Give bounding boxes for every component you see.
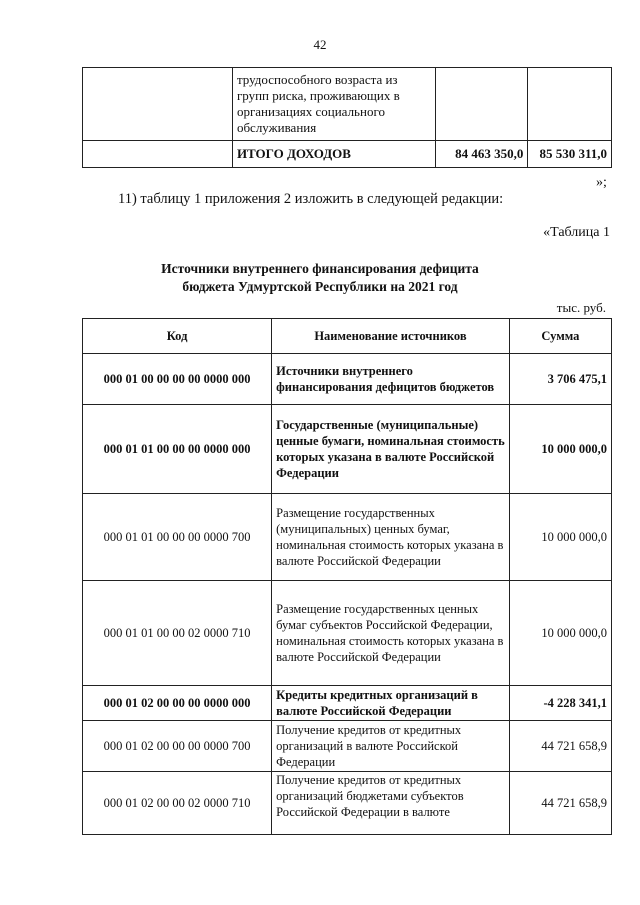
name-cell: трудоспособного возраста из групп риска, проживающих в организациях социального обслуживания — [232, 68, 435, 141]
table-title — [0, 260, 640, 296]
name-cell: Получение кредитов от кредитных организаций бюджетами субъектов Российской Федерации в валюте — [272, 772, 510, 835]
name-cell: Государственные (муниципальные) ценные бумаги, номинальная стоимость которых указана в валюте Российской Федерации — [272, 405, 510, 494]
table-row — [83, 581, 612, 686]
sum-cell: 3 706 475,1 — [509, 354, 611, 405]
name-cell: Источники внутреннего финансирования дефицитов бюджетов — [272, 354, 510, 405]
financing-sources-table — [82, 318, 612, 835]
sum-cell: 10 000 000,0 — [509, 405, 611, 494]
total-2020-value: 84 463 350,0 — [436, 141, 528, 168]
code-cell: 000 01 00 00 00 00 0000 000 — [83, 354, 272, 405]
table-row — [83, 772, 612, 835]
code-cell: 000 01 02 00 00 02 0000 710 — [83, 772, 272, 835]
table-label: «Таблица 1 — [543, 225, 610, 240]
total-2021-value: 85 530 311,0 — [528, 141, 612, 168]
table-row — [83, 354, 612, 405]
table-row — [83, 686, 612, 721]
units-label: тыс. руб. — [556, 300, 606, 315]
name-cell: Кредиты кредитных организаций в валюте Российской Федерации — [272, 686, 510, 721]
sum-cell: 44 721 658,9 — [509, 772, 611, 835]
header-code: Код — [83, 319, 272, 354]
sum-cell: 44 721 658,9 — [509, 721, 611, 772]
code-cell: 000 01 02 00 00 00 0000 000 — [83, 686, 272, 721]
code-cell: 000 01 02 00 00 00 0000 700 — [83, 721, 272, 772]
table-row — [83, 405, 612, 494]
table-header-row — [83, 319, 612, 354]
name-cell: Получение кредитов от кредитных организаций в валюте Российской Федерации — [272, 721, 510, 772]
page-number: 42 — [313, 37, 327, 52]
table-row — [83, 68, 612, 141]
continued-revenue-table — [82, 67, 612, 168]
closing-quote: »; — [596, 175, 607, 190]
code-cell: 000 01 01 00 00 00 0000 700 — [83, 494, 272, 581]
name-cell: Размещение государственных (муниципальных) ценных бумаг, номинальная стоимость которых указана в валюте Российской Федерации — [272, 494, 510, 581]
header-sum: Сумма — [509, 319, 611, 354]
total-label: ИТОГО ДОХОДОВ — [232, 141, 435, 168]
sum-2020-cell — [436, 68, 528, 141]
code-cell: 000 01 01 00 00 02 0000 710 — [83, 581, 272, 686]
sum-2021-cell — [528, 68, 612, 141]
code-cell: 000 01 01 00 00 00 0000 000 — [83, 405, 272, 494]
sum-cell: 10 000 000,0 — [509, 581, 611, 686]
table-row-total — [83, 141, 612, 168]
table-row — [83, 721, 612, 772]
header-name: Наименование источников — [272, 319, 510, 354]
amendment-instruction: 11) таблицу 1 приложения 2 изложить в следующей редакции: — [118, 191, 504, 207]
code-cell — [83, 141, 233, 168]
sum-cell: -4 228 341,1 — [509, 686, 611, 721]
table-row — [83, 494, 612, 581]
table-title-line-2: бюджета Удмуртской Республики на 2021 год — [182, 279, 458, 294]
table-title-line-1: Источники внутреннего финансирования дефицита — [161, 261, 479, 276]
sum-cell: 10 000 000,0 — [509, 494, 611, 581]
name-cell: Размещение государственных ценных бумаг субъектов Российской Федерации, номинальная стоимость которых указана в валюте Российской Федерации — [272, 581, 510, 686]
code-cell — [83, 68, 233, 141]
